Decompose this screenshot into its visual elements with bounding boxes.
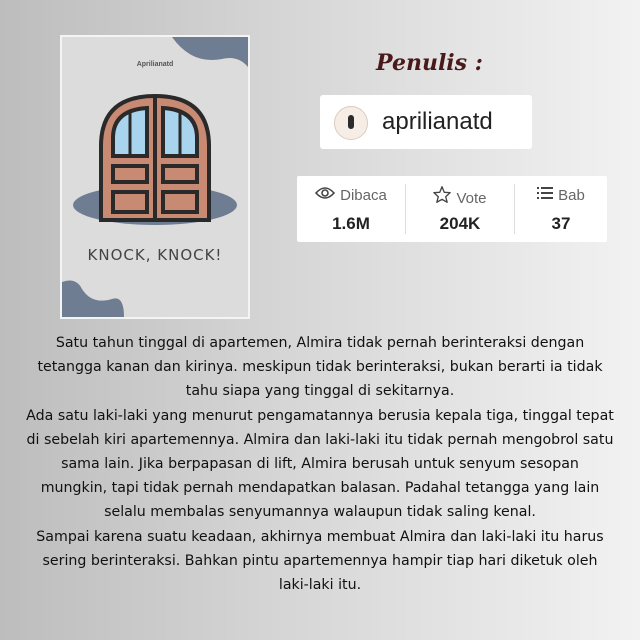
- cover-title: KNOCK, KNOCK!: [87, 246, 223, 264]
- writer-heading: Penulis :: [376, 50, 483, 76]
- stat-parts: [515, 176, 607, 242]
- avatar[interactable]: [334, 106, 368, 140]
- stat-parts-value: 37: [551, 214, 571, 233]
- stat-votes: [406, 176, 514, 242]
- synopsis: [26, 331, 614, 597]
- stat-parts-label: Bab: [558, 187, 585, 204]
- list-icon: [537, 186, 553, 204]
- stat-votes-label: Vote: [456, 190, 487, 207]
- author-username[interactable]: aprilianatd: [382, 108, 493, 135]
- stat-reads-label: Dibaca: [340, 187, 387, 204]
- synopsis-paragraph: Sampai karena suatu keadaan, akhirnya membuat Almira dan laki-laki itu harus sering berinteraksi. Bahkan pintu apartemennya hampir tiap hari diketuk oleh laki-laki itu.: [36, 528, 604, 594]
- book-cover[interactable]: [62, 37, 248, 317]
- stat-reads-value: 1.6M: [332, 214, 370, 233]
- synopsis-paragraph: Ada satu laki-laki yang menurut pengamatannya berusia kepala tiga, tinggal tepat di sebelah kiri apartemennya. Almira dan laki-laki itu tidak pernah mengobrol satu sama lain. Jika berpapasan di lift, Almira berusah untuk senyum sesopan mungkin, tapi tidak pernah mendapatkan balasan. Padahal tetangga yang lain selalu membalas senyumannya walaupun tidak saling kenal.: [26, 407, 614, 521]
- door-icon: [95, 92, 215, 222]
- synopsis-paragraph: Satu tahun tinggal di apartemen, Almira tidak pernah berinteraksi dengan tetangga kanan dan kirinya. meskipun tidak berinteraksi, bukan berarti ia tidak tahu siapa yang tinggal di sekitarnya.: [37, 335, 603, 400]
- story-stats: [297, 176, 607, 242]
- eye-icon: [315, 186, 335, 204]
- cover-author: Aprilianatd: [136, 61, 174, 68]
- author-profile-card[interactable]: [320, 95, 532, 149]
- stat-reads: [297, 176, 405, 242]
- stat-votes-value: 204K: [439, 214, 481, 233]
- star-icon: [433, 186, 451, 207]
